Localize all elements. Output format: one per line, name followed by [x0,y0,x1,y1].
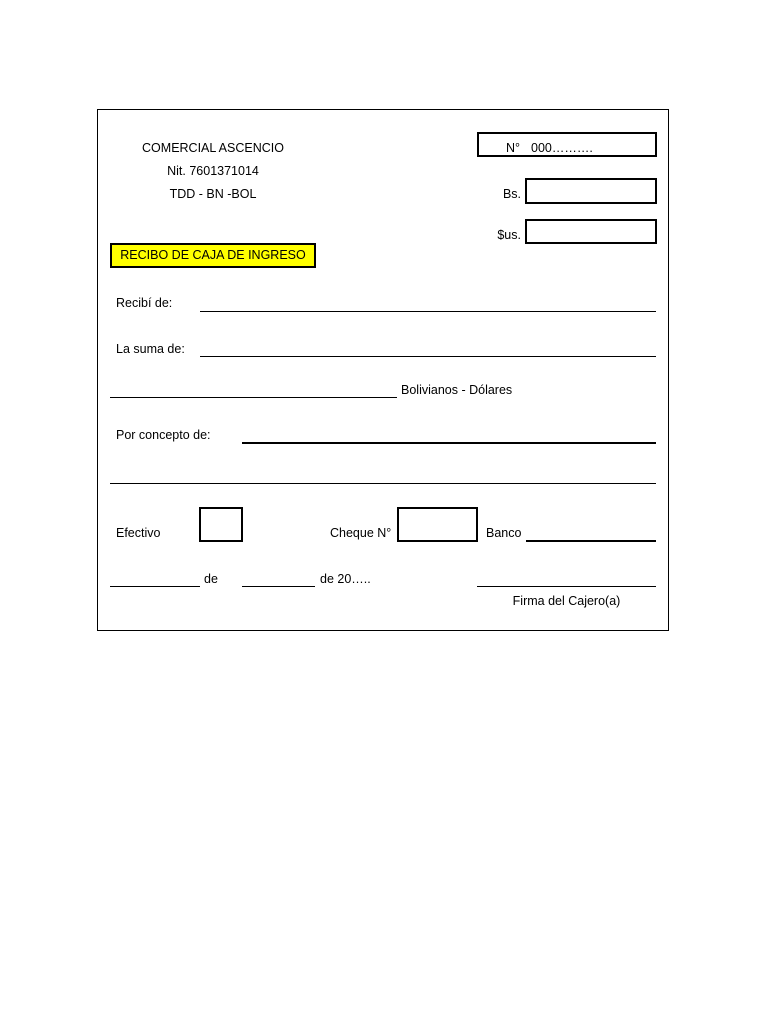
date-month-line[interactable] [242,586,315,587]
concept-line-2[interactable] [110,483,656,484]
bank-line[interactable] [526,540,656,542]
receipt-number-box[interactable] [477,132,657,157]
concept-line[interactable] [242,442,656,444]
cash-checkbox[interactable] [199,507,243,542]
signature-label: Firma del Cajero(a) [512,594,621,608]
amount-words-line[interactable] [110,397,397,398]
currency-text: Bolivianos - Dólares [401,383,513,397]
check-number-field[interactable] [397,507,478,542]
received-from-line[interactable] [200,311,656,312]
receipt-number-label: N° [506,141,521,155]
bs-label: Bs. [502,187,521,201]
date-de-label: de [204,572,218,586]
company-nit: Nit. 7601371014 [167,164,259,178]
receipt-number-value: 000………. [531,141,593,155]
cash-label: Efectivo [116,526,161,540]
received-from-label: Recibí de: [116,296,173,310]
usd-amount-field[interactable] [525,219,657,244]
bs-amount-field[interactable] [525,178,657,204]
check-label: Cheque N° [330,526,392,540]
signature-line[interactable] [477,586,656,587]
receipt-title: RECIBO DE CAJA DE INGRESO [110,243,316,268]
sum-line[interactable] [200,356,656,357]
sum-label: La suma de: [116,342,185,356]
bank-label: Banco [486,526,522,540]
usd-label: $us. [497,228,521,242]
company-location: TDD - BN -BOL [169,187,257,201]
date-day-line[interactable] [110,586,200,587]
company-name: COMERCIAL ASCENCIO [142,141,284,155]
date-year-label: de 20….. [320,572,371,586]
concept-label: Por concepto de: [116,428,211,442]
